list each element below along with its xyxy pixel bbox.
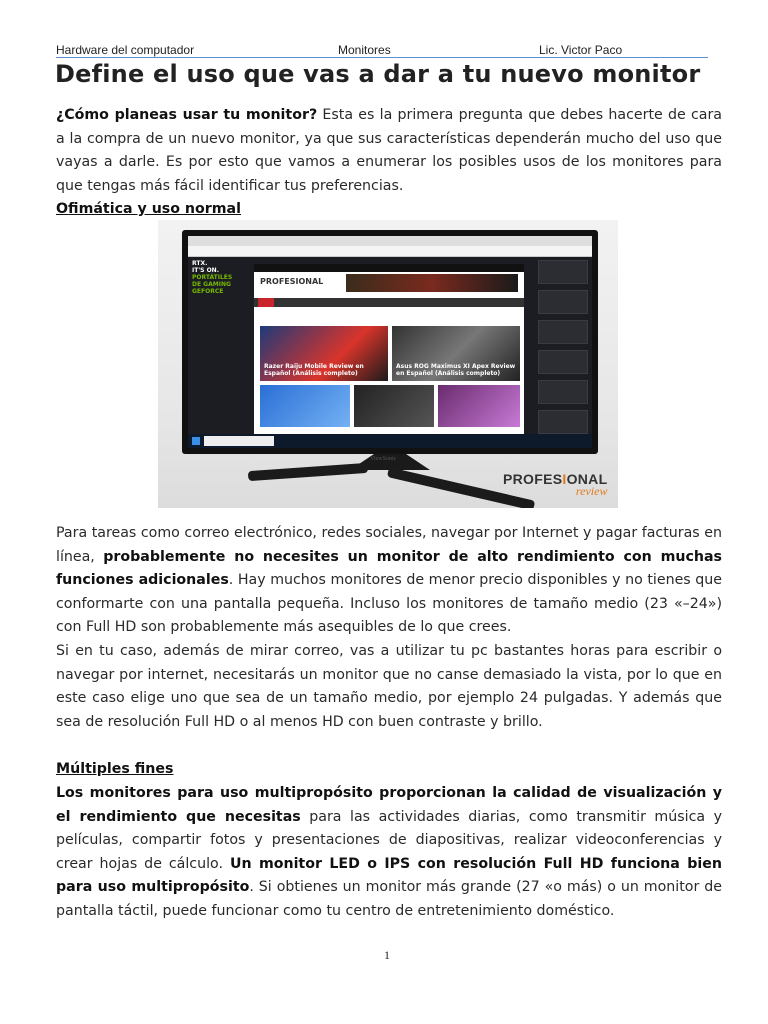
paragraph-bold: Los monitores para uso multipropósito proporcionan la calidad de visualización y el rendimiento que necesitas	[56, 785, 722, 825]
site-menu-home	[258, 298, 274, 307]
side-ad	[538, 260, 588, 284]
watermark-text: PROFES	[503, 471, 563, 487]
article-tile	[354, 385, 434, 427]
side-ad	[538, 380, 588, 404]
office-paragraph-1	[56, 522, 722, 640]
multipurpose-paragraph	[56, 782, 722, 923]
photo-watermark	[503, 472, 607, 498]
header-author: Lic. Victor Paco	[539, 43, 623, 57]
screen-side-ads-right	[538, 260, 586, 435]
page-title: Define el uso que vas a dar a tu nuevo monitor	[55, 60, 701, 88]
site-menu	[254, 298, 524, 307]
side-ad	[538, 410, 588, 434]
site-logo: PROFESIONAL	[260, 277, 324, 286]
screen-taskbar	[188, 434, 592, 448]
header-topic: Monitores	[338, 43, 391, 57]
paragraph-text: para las actividades diarias, como transmitir música y películas, compartir fotos y presentaciones de diapositivas, realizar videoconferencias y crear hojas de cálculo.	[56, 808, 722, 872]
taskbar-search	[204, 436, 274, 446]
side-ad	[538, 350, 588, 374]
paragraph-bold: Un monitor LED o IPS con resolución Full HD funciona bien para uso multipropósito	[56, 855, 722, 895]
side-ad	[538, 320, 588, 344]
monitor-stand-left	[248, 463, 368, 481]
side-ad	[538, 290, 588, 314]
ad-line: IT'S ON.	[192, 267, 219, 274]
site-top-nav	[254, 264, 524, 272]
section-heading-multipurpose: Múltiples fines	[56, 761, 174, 777]
watermark-text: I	[562, 471, 567, 487]
office-paragraph-2: Si en tu caso, además de mirar correo, vas a utilizar tu pc bastantes horas para escribir o navegar por internet, necesitarás un monitor que no canse demasiado la vista, por lo que en este caso elige uno que sea de un tamaño medio, por ejemplo 24 pulgadas. Y además que sea de resolución Full HD o al menos HD con buen contraste y brillo.	[56, 643, 722, 730]
intro-text: Esta es la primera pregunta que debes hacerte de cara a la compra de un nuevo monitor, ya que sus características dependerán mucho del uso que vayas a darle. Es por esto que vamos a enumerar los posibles usos de los monitores para que tengas más fácil identificar tus preferencias.	[56, 107, 722, 194]
monitor-photo	[158, 220, 618, 508]
paragraph-text: . Si obtienes un monitor más grande (27 «o más) o un monitor de pantalla táctil, puede funcionar como tu centro de entretenimiento doméstico.	[56, 879, 722, 919]
monitor-bezel	[182, 230, 598, 454]
browser-tab-bar	[188, 236, 592, 246]
browser-address-bar	[188, 246, 592, 257]
windows-start-icon	[192, 437, 200, 445]
header-subject: Hardware del computador	[56, 43, 195, 57]
section-heading-office: Ofimática y uso normal	[56, 201, 241, 217]
screen-side-ad-left	[192, 260, 248, 330]
page-number: 1	[384, 948, 390, 962]
ad-line: DE GAMING	[192, 281, 231, 288]
site-banner	[346, 274, 518, 292]
paragraph-text: . Hay muchos monitores de menor precio disponibles y no tienes que conformarte con una pantalla pequeña. Incluso los monitores de tamaño medio (23 «–24») con Full HD son probablemente más asequibles de lo que crees.	[56, 572, 722, 635]
screen-website	[254, 264, 524, 434]
article-tile	[260, 326, 388, 381]
paragraph-bold: probablemente no necesites un monitor de alto rendimiento con muchas funciones adicionales	[56, 548, 722, 588]
intro-question: ¿Cómo planeas usar tu monitor?	[56, 107, 318, 123]
article-caption: Asus ROG Maximus XI Apex Review en Español (Análisis completo)	[396, 363, 516, 377]
ad-line: RTX.	[192, 260, 208, 267]
article-tile	[438, 385, 520, 427]
article-caption: Razer Raiju Mobile Review en Español (Análisis completo)	[264, 363, 364, 377]
intro-paragraph	[56, 104, 722, 198]
ad-line: GEFORCE	[192, 288, 224, 295]
monitor-screen	[188, 236, 592, 448]
ad-line: PORTÁTILES	[192, 274, 233, 281]
watermark-text: ONAL	[566, 471, 608, 487]
page-header	[56, 43, 708, 58]
watermark-subtext: review	[575, 484, 608, 498]
monitor-brand: ViewSonic	[370, 456, 397, 462]
paragraph-text: Para tareas como correo electrónico, redes sociales, navegar por Internet y pagar facturas en línea,	[56, 525, 722, 565]
article-tile	[392, 326, 520, 381]
article-tile	[260, 385, 350, 427]
